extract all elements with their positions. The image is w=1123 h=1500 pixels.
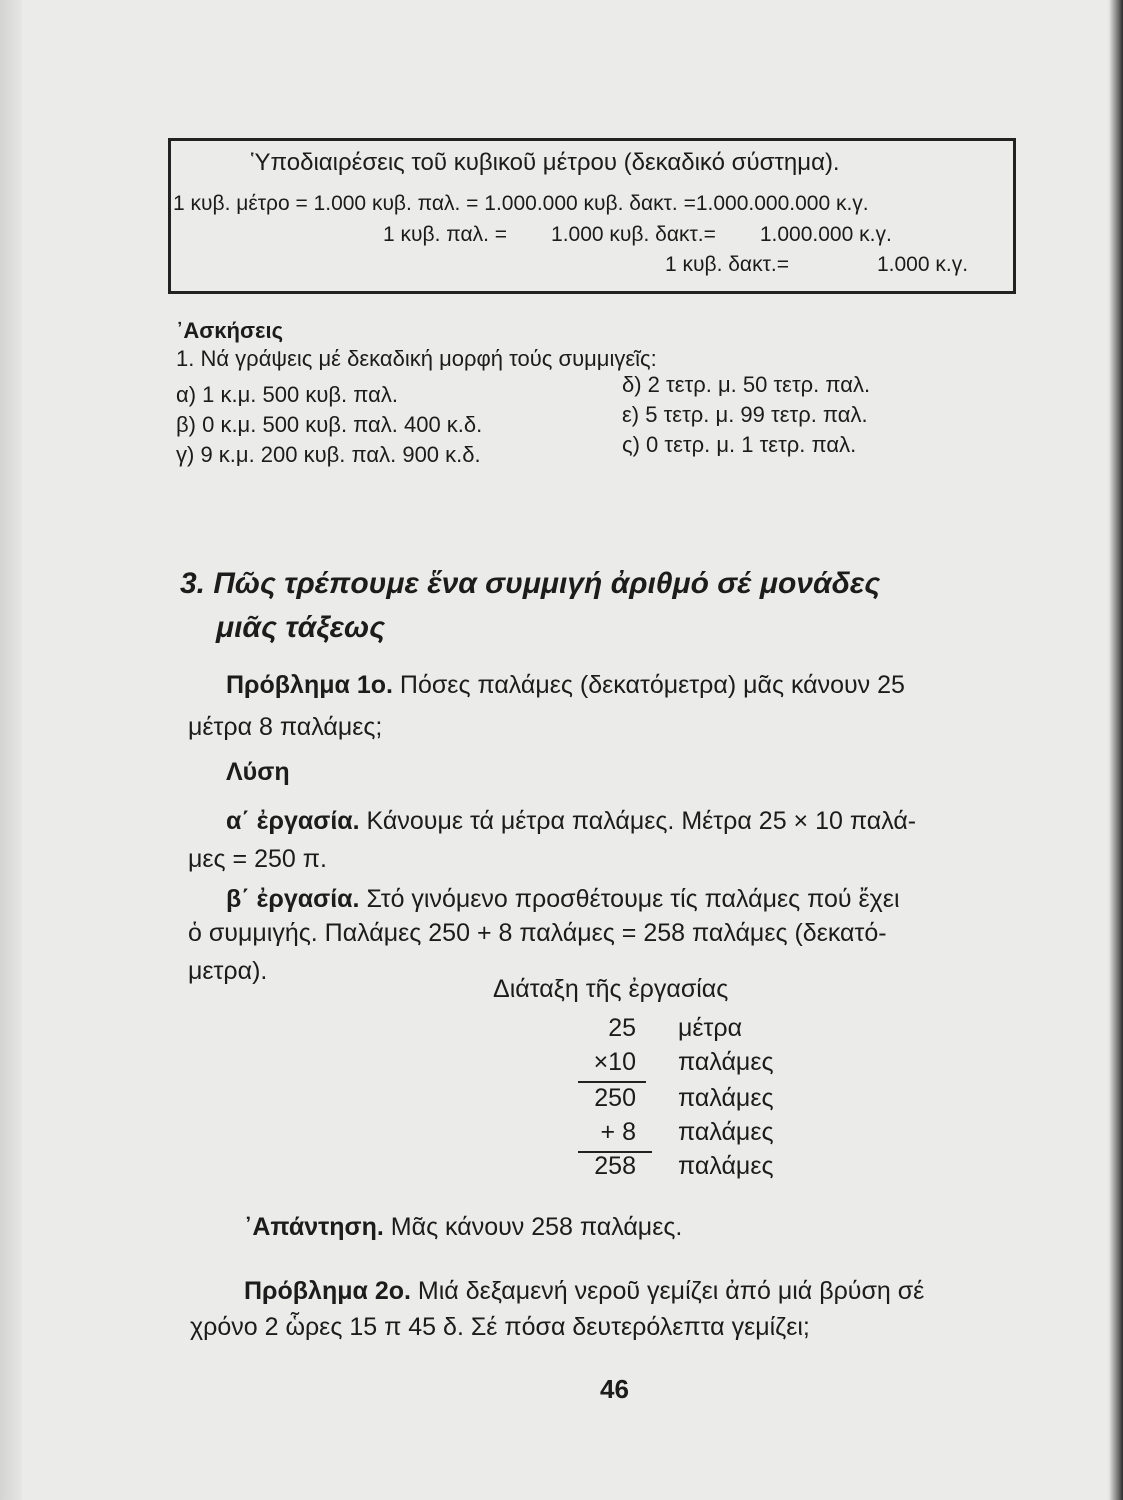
- calc-unit-3: παλάμες: [678, 1084, 774, 1112]
- calc-unit-5: παλάμες: [678, 1152, 774, 1180]
- problem-2-text-1: Μιά δεξαμενή νεροῦ γεμίζει ἀπό μιά βρύση σέ: [410, 1277, 925, 1305]
- line-3-left: 1 κυβ. δακτ.=: [665, 253, 789, 276]
- problem-1-line-1: [226, 664, 1026, 706]
- problem-1-label: Πρόβλημα 1ο.: [226, 671, 393, 699]
- exercises-question: 1. Νά γράψεις μέ δεκαδική μορφή τούς συμμιγεῖς:: [176, 346, 657, 371]
- answer-label: ᾿Απάντηση.: [244, 1213, 384, 1241]
- step-a-line-1: [226, 800, 1036, 842]
- calc-num-2: ×10: [593, 1048, 636, 1076]
- exercise-item-c: γ) 9 κ.μ. 200 κυβ. παλ. 900 κ.δ.: [176, 442, 481, 467]
- exercise-item-f: ς) 0 τετρ. μ. 1 τετρ. παλ.: [622, 432, 857, 457]
- answer-text: Μᾶς κάνουν 258 παλάμες.: [383, 1213, 683, 1241]
- calc-unit-2: παλάμες: [678, 1048, 774, 1076]
- solution-label: Λύση: [226, 758, 290, 786]
- exercise-item-a: α) 1 κ.μ. 500 κυβ. παλ.: [176, 382, 398, 407]
- problem-1-text-1: Πόσες παλάμες (δεκατόμετρα) μᾶς κάνουν 25: [392, 671, 905, 699]
- summary-box-title: Ὑποδιαιρέσεις τοῦ κυβικοῦ μέτρου (δεκαδικό σύστημα).: [251, 149, 840, 176]
- step-b-line-3: μετρα).: [188, 957, 268, 985]
- summary-box-line-3: [665, 253, 968, 277]
- section-title-line-1: 3. Πῶς τρέπουμε ἕνα συμμιγή ἀριθμό σέ μονάδες: [180, 567, 881, 600]
- line-2-mid: 1.000 κυβ. δακτ.=: [551, 223, 716, 246]
- step-b-label: β΄ ἐργασία.: [226, 885, 360, 913]
- calculation-layout-title: Διάταξη τῆς ἐργασίας: [493, 975, 729, 1003]
- step-b-line-2: ὁ συμμιγής. Παλάμες 250 + 8 παλάμες = 258 παλάμες (δεκατό-: [188, 919, 887, 947]
- exercise-item-e: ε) 5 τετρ. μ. 99 τετρ. παλ.: [622, 402, 868, 427]
- problem-1-line-2: μέτρα 8 παλάμες;: [188, 713, 383, 741]
- problem-2-line-2: χρόνο 2 ὧρες 15 π 45 δ. Σέ πόσα δευτερόλεπτα γεμίζει;: [190, 1313, 810, 1341]
- problem-2-label: Πρόβλημα 2ο.: [244, 1277, 411, 1305]
- page-number: 46: [600, 1374, 629, 1404]
- step-b-text-1: Στό γινόμενο προσθέτουμε τίς παλάμες πού ἔχει: [359, 885, 900, 913]
- exercises-heading: ᾿Ασκήσεις: [176, 318, 284, 343]
- calc-unit-1: μέτρα: [678, 1014, 743, 1042]
- calc-unit-4: παλάμες: [678, 1118, 774, 1146]
- step-a-line-2: μες = 250 π.: [188, 845, 327, 873]
- calc-num-3: 250: [594, 1084, 636, 1112]
- answer-line: [244, 1206, 682, 1248]
- line-2-right: 1.000.000 κ.γ.: [759, 223, 892, 246]
- exercise-item-d: δ) 2 τετρ. μ. 50 τετρ. παλ.: [622, 372, 871, 397]
- calc-num-1: 25: [608, 1014, 636, 1042]
- calc-num-5: 258: [594, 1152, 636, 1180]
- book-binding-shadow: [0, 0, 22, 1500]
- summary-box-line-1: 1 κυβ. μέτρο = 1.000 κυβ. παλ. = 1.000.000 κυβ. δακτ. =1.000.000.000 κ.γ.: [173, 192, 869, 215]
- step-a-text-1: Κάνουμε τά μέτρα παλάμες. Μέτρα 25 × 10 παλά-: [359, 807, 917, 835]
- summary-box-line-2: [383, 223, 892, 247]
- line-3-right: 1.000 κ.γ.: [876, 253, 969, 276]
- calc-num-4: + 8: [600, 1118, 636, 1146]
- exercise-item-b: β) 0 κ.μ. 500 κυβ. παλ. 400 κ.δ.: [176, 412, 483, 437]
- summary-box: [168, 138, 1016, 294]
- calc-divider-1: [578, 1081, 646, 1083]
- section-title: [180, 562, 940, 650]
- page-edge-shadow: [1109, 0, 1123, 1500]
- section-title-line-2: μιᾶς τάξεως: [216, 611, 386, 644]
- step-a-label: α΄ ἐργασία.: [226, 807, 360, 835]
- line-2-left: 1 κυβ. παλ. =: [383, 223, 508, 246]
